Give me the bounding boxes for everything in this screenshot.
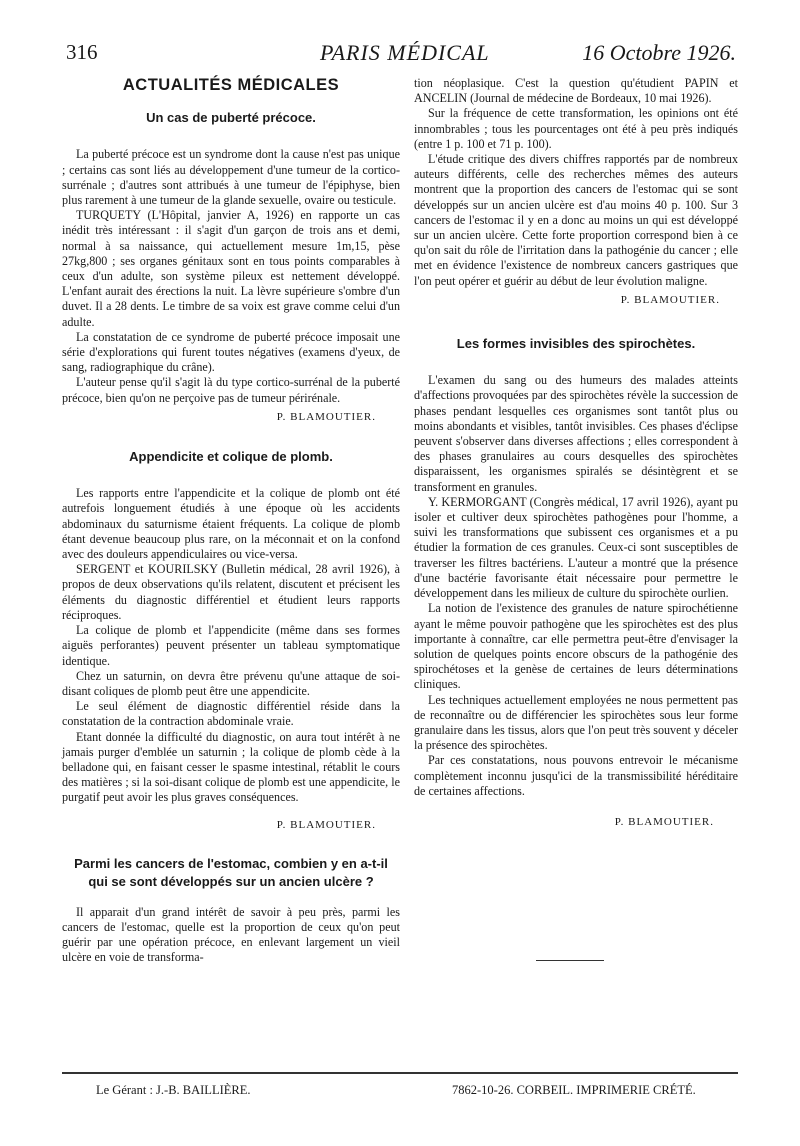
paragraph: Il apparait d'un grand intérêt de savoir à peu près, parmi les cancers de l'estomac, quelle est la proportion de ceux qu'on peut guérir par une opération précoce, en enlevant largement un vieil ulcère en voie de transforma-: [62, 904, 400, 965]
article-title-puberte: Un cas de puberté précoce.: [146, 110, 316, 126]
page-number: 316: [66, 40, 98, 64]
article-title-cancers: Parmi les cancers de l'estomac, combien y en a-t-il qui se sont développés sur un ancien ulcère ?: [74, 855, 388, 889]
footer-imprimerie: 7862-10-26. CORBEIL. IMPRIMERIE CRÉTÉ.: [452, 1083, 696, 1097]
paragraph: tion néoplasique. C'est la question qu'étudient PAPIN et ANCELIN (Journal de médecine de Bordeaux, 10 mai 1926).: [414, 76, 738, 106]
article-title-spirochetes: Les formes invisibles des spirochètes.: [456, 336, 696, 352]
paragraph: La colique de plomb et l'appendicite (même dans ses formes aiguës perforantes) peuvent présenter un tableau symptomatique identique.: [62, 623, 400, 668]
paragraph: Le seul élément de diagnostic différentiel réside dans la constatation de la contraction abdominale vraie.: [62, 699, 400, 729]
paragraph: La notion de l'existence des granules de nature spirochétienne ayant le même pouvoir pathogène que les spirochètes est des plus importante à connaître, car elle permettra peut-être d'envisager la solution de quelques points encore obscurs de la pathogénie des spirochétoses et la genèse de certaines de leurs déterminations cliniques.: [414, 601, 738, 692]
footer-gerant: Le Gérant : J.-B. BAILLIÈRE.: [96, 1083, 251, 1097]
paragraph: Par ces constatations, nous pouvons entrevoir le mécanisme complètement inconnu jusqu'ici de la transmissibilité héréditaire de certaines affections.: [414, 753, 738, 798]
paragraph: L'étude critique des divers chiffres rapportés par de nombreux auteurs différents, celle des recherches mêmes des auteurs montrent que la proportion des cancers de l'estomac qui se sont développés sur un ancien ulcère est d'au moins 40 p. 100. Sur 3 cancers de l'estomac il y en a donc au moins un qui est développé sur un ancien ulcère. Cette forte proportion correspond bien à ce qu'on sait du rôle de l'irritation dans la pathogénie du cancer ; elle met en évidence l'existence de nombreux cancers gastriques que l'on peut opérer et guérir au début de leur évolution maligne.: [414, 152, 738, 288]
paragraph: Les rapports entre l'appendicite et la colique de plomb ont été autrefois longuement étudiés à une époque où les accidents abdominaux du saturnisme étaient fréquents. La colique de plomb étant devenue beaucoup plus rare, on la méconnait et on la confond avec des douleurs appendiculaires ou vice-versa.: [62, 486, 400, 562]
left-column: [62, 76, 400, 966]
paragraph: La puberté précoce est un syndrome dont la cause n'est pas unique ; certains cas sont liés au développement d'une tumeur de la cortico-surrénale ; d'autres sont attribués à une tumeur de l'épiphyse, bien plus rarement à une tumeur de la glande sexuelle, ovaire ou testicule.: [62, 147, 400, 208]
article-title-appendicite: Appendicite et colique de plomb.: [129, 449, 333, 465]
paragraph: L'auteur pense qu'il s'agit là du type cortico-surrénal de la puberté précoce, bien qu'on ne perçoive pas de tumeur périrénale.: [62, 375, 400, 405]
paragraph: Etant donnée la difficulté du diagnostic, on aura tout intérêt à ne jamais purger d'emblée un saturnin ; la colique de plomb cède à la belladone qui, en faisant cesser le spasme intestinal, rétablit le cours des matières ; si la soi-disant colique de plomb est une appendicite, le purgatif peut avoir les plus graves conséquences.: [62, 729, 400, 805]
signature: P. BLAMOUTIER.: [276, 818, 376, 831]
paragraph: TURQUETY (L'Hôpital, janvier A, 1926) en rapporte un cas inédit très intéressant : il s'agit d'un garçon de trois ans et demi, normal à sa naissance, qui actuellement mesure 1m,15, pèse 27kg,800 ; ses organes génitaux sont en tous points comparables à ceux d'un adulte, son système pileux est nettement développé. L'enfant aurait des érections la nuit. La lèvre supérieure s'ombre d'un duvet. Il a 28 dents. Le timbre de sa voix est grave comme celui d'un adulte.: [62, 208, 400, 329]
paragraph: SERGENT et KOURILSKY (Bulletin médical, 28 avril 1926), à propos de deux observations qu'ils relatent, discutent et précisent les éléments du diagnostic différentiel et étudient leurs rapports réciproques.: [62, 562, 400, 622]
issue-date: 16 Octobre 1926.: [582, 40, 736, 65]
right-column: [414, 76, 738, 830]
signature: P. BLAMOUTIER.: [276, 410, 376, 423]
footer-rule: [62, 1072, 738, 1074]
paragraph: Sur la fréquence de cette transformation, les opinions ont été innombrables ; tous les pourcentages ont été à peu près indiqués (entre 1 p. 100 et 71 p. 100).: [414, 106, 738, 151]
end-rule: [536, 960, 604, 961]
paragraph: Y. KERMORGANT (Congrès médical, 17 avril 1926), ayant pu isoler et cultiver deux spirochètes pathogènes pour l'homme, a suivi les transformations que subissent ces organismes et a pu étudier la formation de ces granules. Ceux-ci sont susceptibles de traverser les filtres bactériens. L'auteur a montré que la présence d'une bactérie favorisante était nécessaire pour permettre le développement dans les milieux de culture du spirochète ourlien.: [414, 494, 738, 601]
signature: P. BLAMOUTIER.: [614, 815, 714, 828]
journal-title: PARIS MÉDICAL: [320, 40, 490, 65]
paragraph: La constatation de ce syndrome de puberté précoce imposait une série d'explorations qui furent toutes négatives (examens d'yeux, de sang, radiographique du crâne).: [62, 329, 400, 375]
paragraph: L'examen du sang ou des humeurs des malades atteints d'affections provoquées par des spirochètes révèle la succession de phases pendant lesquelles ces organismes sont tantôt plus ou moins abondants et visibles, tantôt invisibles. Ces phases d'éclipse peuvent s'observer dans diverses affections ; elles correspondent à des phases granulaires au cours desquelles des spirochètes disparaissent, les organismes spiralés se désintègrent et se transforment en granules.: [414, 373, 738, 494]
paragraph: Les techniques actuellement employées ne nous permettent pas de reconnaître ou de différencier les spirochètes sous leur forme granulaire dans les tissus, alors que l'on peut très souvent y déceler la présence des spirochètes.: [414, 692, 738, 753]
signature: P. BLAMOUTIER.: [620, 293, 720, 306]
paragraph: Chez un saturnin, on devra être prévenu qu'une attaque de soi-disant coliques de plomb peut être une appendicite.: [62, 668, 400, 698]
section-title: ACTUALITÉS MÉDICALES: [122, 76, 340, 94]
